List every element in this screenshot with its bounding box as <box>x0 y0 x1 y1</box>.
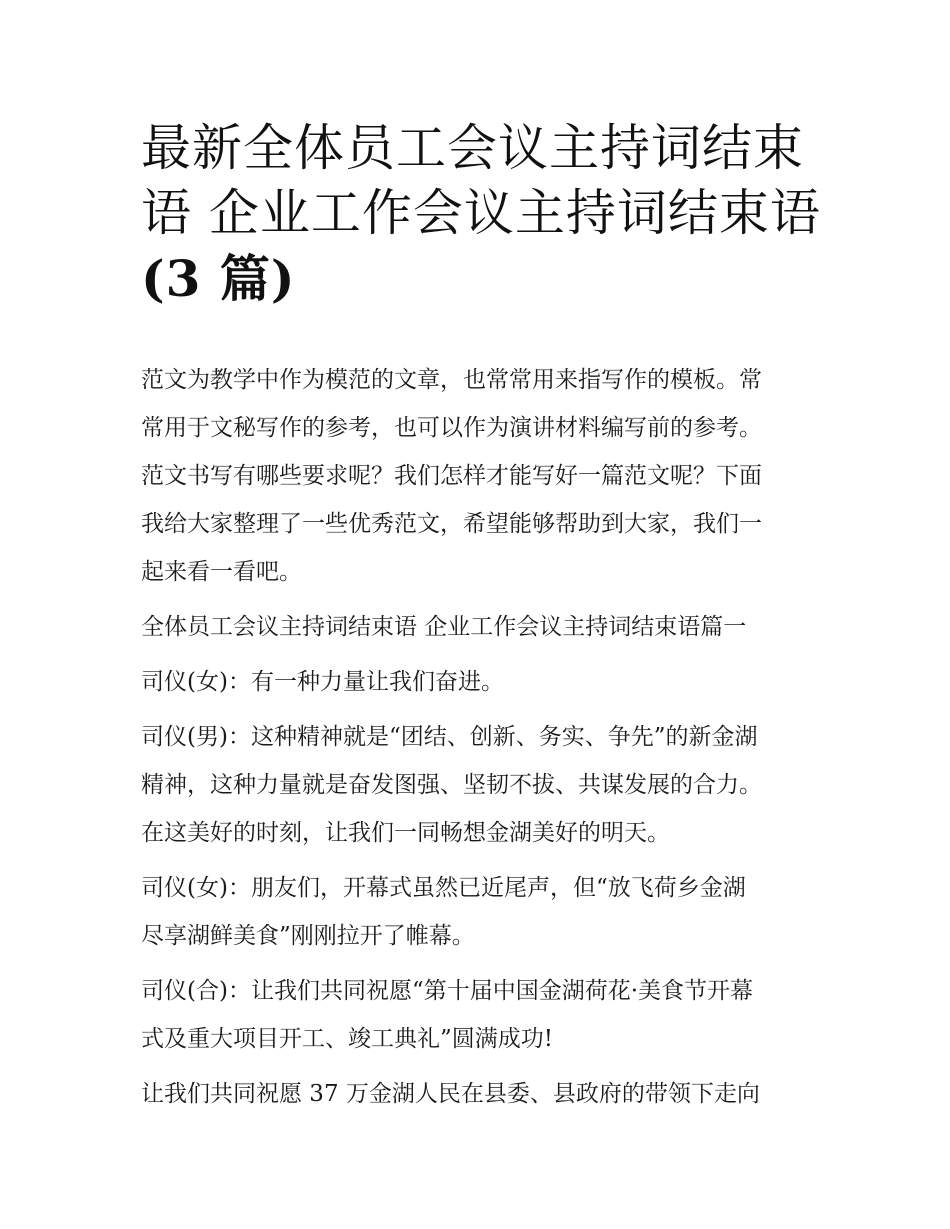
paragraph <box>141 658 821 706</box>
paragraph <box>141 864 821 960</box>
text-line: 全体员工会议主持词结束语 企业工作会议主持词结束语篇一 <box>141 614 747 640</box>
paragraph <box>141 713 821 857</box>
text-line: 范文书写有哪些要求呢？我们怎样才能写好一篇范文呢？下面 <box>141 463 762 489</box>
paragraph <box>141 356 821 596</box>
text-line: 让我们共同祝愿 37 万金湖人民在县委、县政府的带领下走向 <box>141 1081 760 1107</box>
text-line: 式及重大项目开工、竣工典礼”圆满成功! <box>141 1026 554 1052</box>
text-line: 在这美好的时刻，让我们一同畅想金湖美好的明天。 <box>141 820 670 846</box>
text-line: 范文为教学中作为模范的文章，也常常用来指写作的模板。常 <box>141 367 762 393</box>
text-line: 司仪(女)：有一种力量让我们奋进。 <box>141 669 504 695</box>
text-line: 司仪(女)：朋友们，开幕式虽然已近尾声，但“放飞荷乡金湖 <box>141 875 746 901</box>
text-line: 起来看一看吧。 <box>141 559 302 585</box>
document-title <box>141 116 821 311</box>
title-line: (3 篇) <box>141 249 296 308</box>
text-line: 我给大家整理了一些优秀范文，希望能够帮助到大家，我们一 <box>141 511 762 537</box>
paragraph <box>141 1070 821 1118</box>
section-heading <box>141 603 821 651</box>
title-line: 最新全体员工会议主持词结束 <box>141 119 804 177</box>
document-body <box>141 356 821 1118</box>
text-line: 精神，这种力量就是奋发图强、坚韧不拔、共谋发展的合力。 <box>141 772 762 798</box>
text-line: 常用于文秘写作的参考，也可以作为演讲材料编写前的参考。 <box>141 415 762 441</box>
title-line: 语 企业工作会议主持词结束语 <box>141 184 821 242</box>
text-line: 司仪(合)：让我们共同祝愿“第十届中国金湖荷花·美食节开幕 <box>141 978 754 1004</box>
paragraph <box>141 967 821 1063</box>
text-line: 司仪(男)：这种精神就是“团结、创新、务实、争先”的新金湖 <box>141 724 758 750</box>
text-line: 尽享湖鲜美食”刚刚拉开了帷幕。 <box>141 923 475 949</box>
